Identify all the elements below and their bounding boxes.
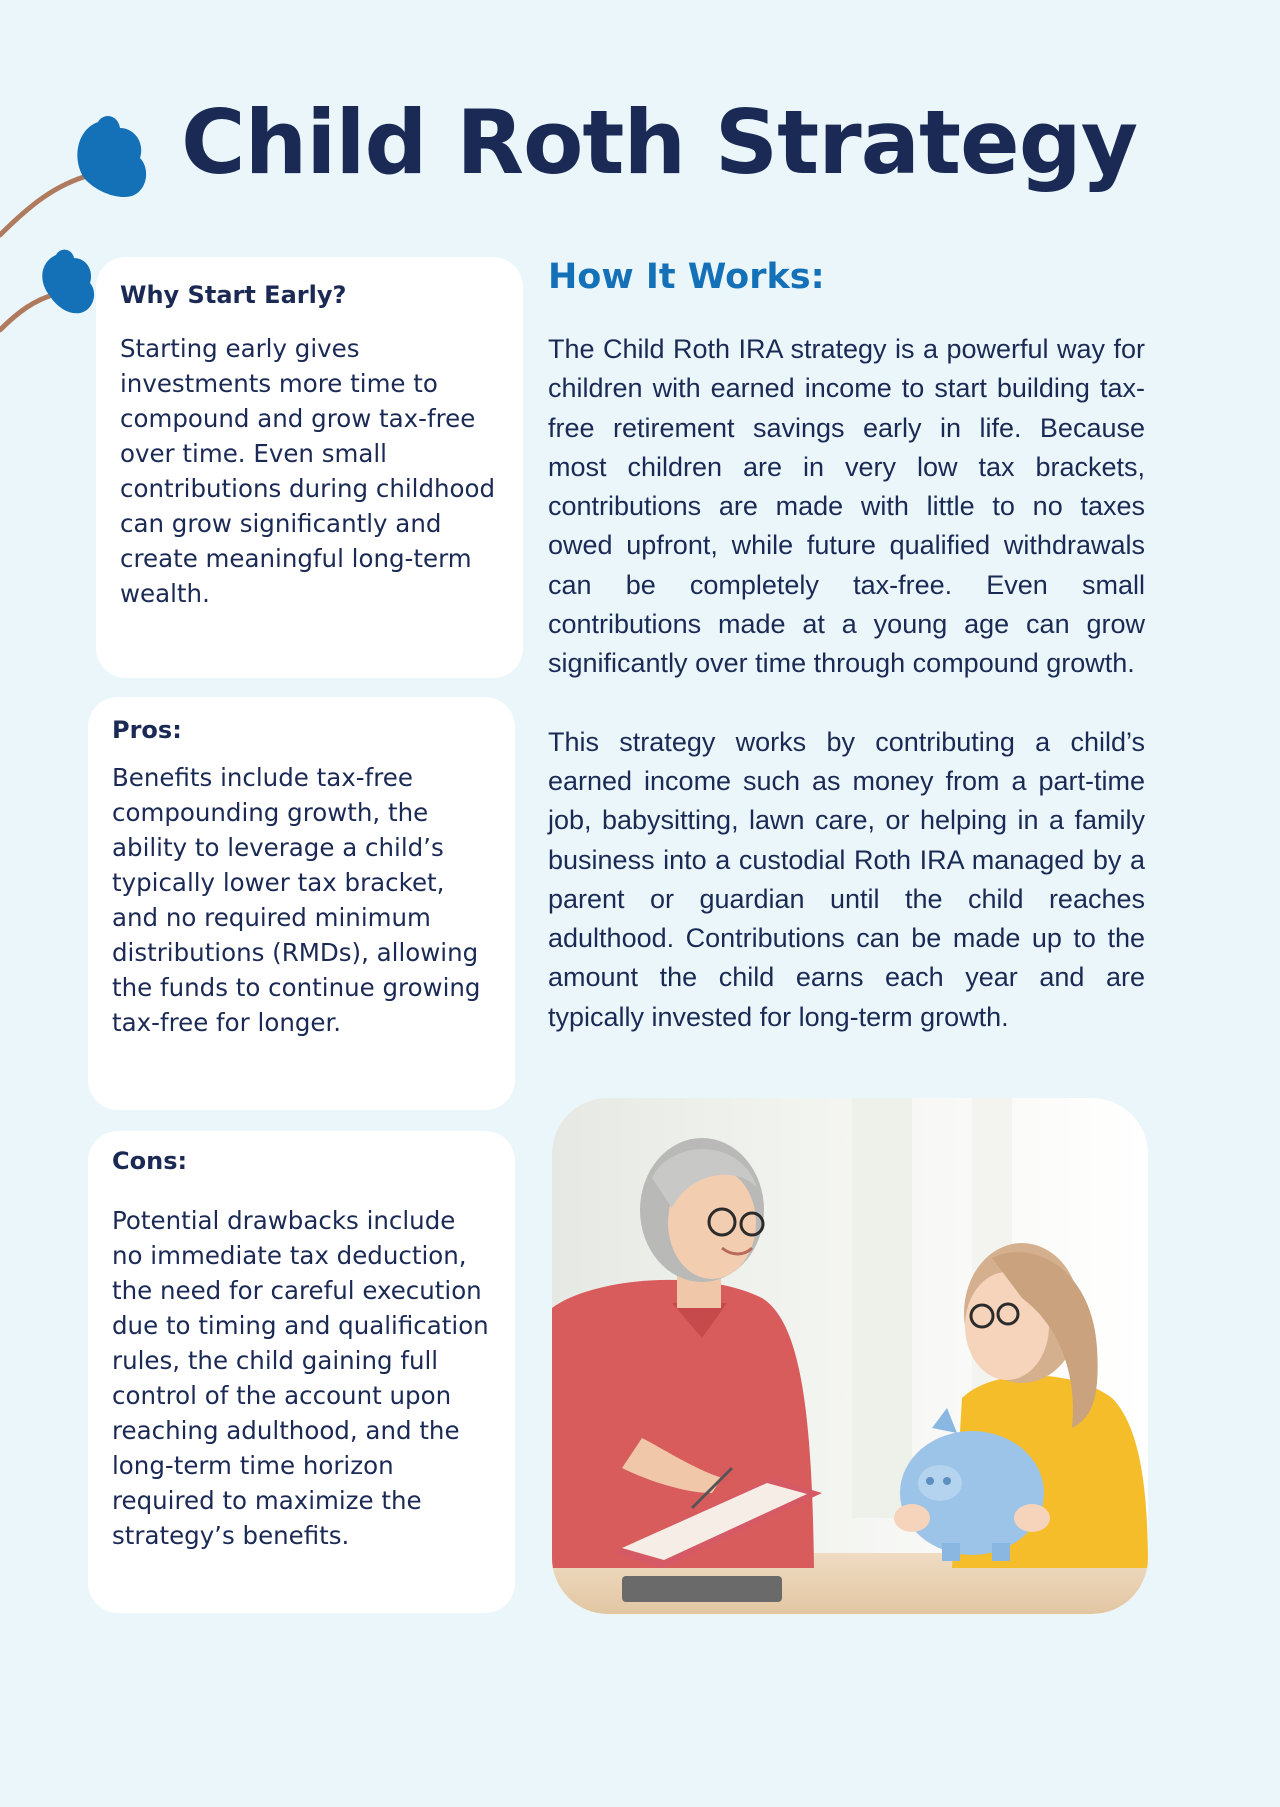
how-it-works-body bbox=[548, 330, 1145, 1037]
card-heading: Why Start Early? bbox=[120, 281, 347, 309]
pros-card bbox=[88, 697, 515, 1110]
how-it-works-heading: How It Works: bbox=[548, 257, 825, 297]
leaf-sprig-icon bbox=[0, 250, 94, 330]
cons-card bbox=[88, 1131, 515, 1613]
leaf-sprig-icon bbox=[0, 116, 146, 235]
card-heading: Cons: bbox=[112, 1147, 188, 1175]
card-heading: Pros: bbox=[112, 716, 182, 744]
how-it-works-paragraph: The Child Roth IRA strategy is a powerful way for children with earned income to start building tax-free retirement savings early in life. Because most children are in very low tax brackets, contributions are made with little to no taxes owed upfront, while future qualified withdrawals can be completely tax-free. Even small contributions made at a young age can grow significantly over time through compound growth. bbox=[548, 334, 1145, 679]
page-title: Child Roth Strategy bbox=[181, 91, 1138, 194]
card-body: Benefits include tax-free compounding growth, the ability to leverage a child’s typically lower tax bracket, and no required minimum distributions (RMDs), allowing the funds to continue growing tax-free for longer. bbox=[112, 763, 481, 1037]
card-body: Potential drawbacks include no immediate tax deduction, the need for careful execution due to timing and qualification rules, the child gaining full control of the account upon reaching adulthood, and the long-term time horizon required to maximize the strategy’s benefits. bbox=[112, 1206, 489, 1550]
grandmother-child-photo bbox=[552, 1098, 1148, 1614]
why-start-early-card bbox=[96, 257, 523, 678]
how-it-works-paragraph: This strategy works by contributing a child’s earned income such as money from a part-time job, babysitting, lawn care, or helping in a family business into a custodial Roth IRA managed by a parent or guardian until the child reaches adulthood. Contributions can be made up to the amount the child earns each year and are typically invested for long-term growth. bbox=[548, 726, 1145, 1032]
card-body: Starting early gives investments more time to compound and grow tax-free over time. Even small contributions during childhood can grow significantly and create meaningful long-term wealth. bbox=[120, 334, 496, 608]
